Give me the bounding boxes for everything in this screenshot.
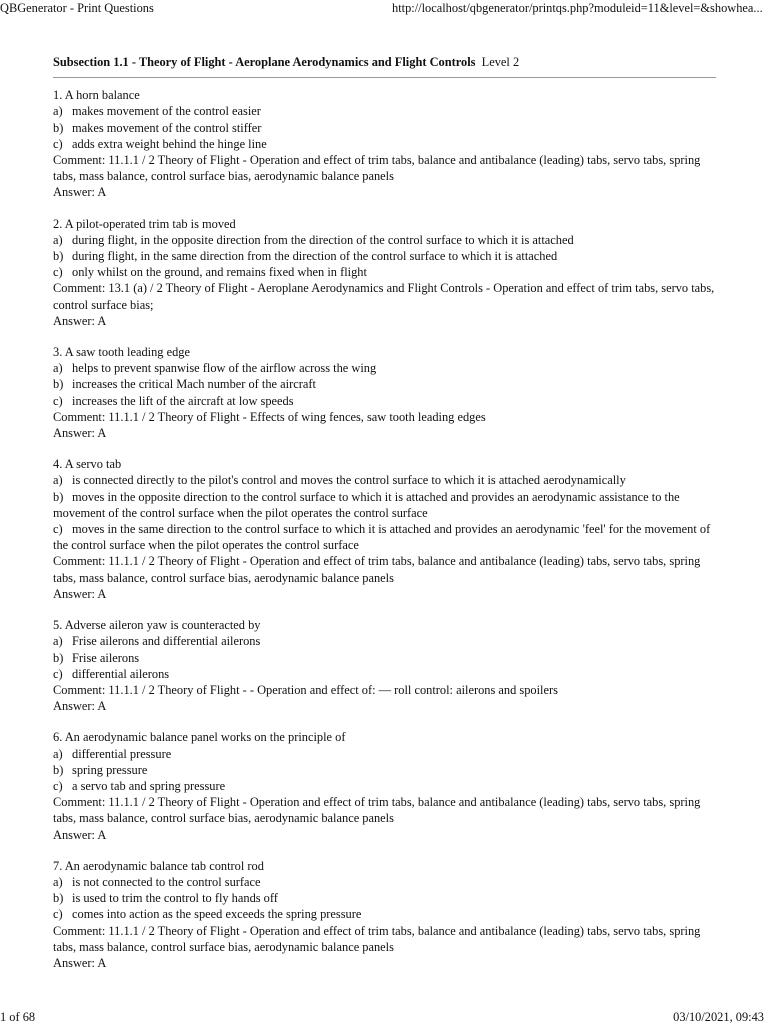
print-datetime: 03/10/2021, 09:43	[673, 1010, 764, 1024]
option-letter: b)	[53, 762, 64, 777]
question-block	[53, 216, 716, 329]
option-text: helps to prevent spanwise flow of the airflow across the wing	[72, 361, 377, 376]
question-block	[53, 344, 716, 441]
question-comment: Comment: 11.1.1 / 2 Theory of Flight - Operation and effect of trim tabs, balance and antibalance (leading) tabs, servo tabs, spring tabs, mass balance, control surface bias, aerodynamic balance panels	[53, 554, 701, 585]
question-block	[53, 858, 716, 971]
subsection-heading	[53, 54, 716, 70]
question-list	[53, 87, 716, 971]
option-letter: c)	[53, 907, 63, 922]
answer-option	[53, 103, 716, 119]
question-answer: Answer: A	[53, 586, 107, 601]
answer-option	[53, 778, 716, 794]
question-text: 5. Adverse aileron yaw is counteracted by	[53, 618, 261, 633]
option-text: comes into action as the speed exceeds the spring pressure	[72, 907, 362, 922]
subsection-level: Level 2	[481, 55, 520, 69]
answer-option	[53, 521, 716, 553]
option-text: is not connected to the control surface	[72, 874, 261, 889]
answer-option	[53, 232, 716, 248]
question-sheet	[53, 54, 716, 986]
option-text: adds extra weight behind the hinge line	[72, 136, 267, 151]
answer-option	[53, 360, 716, 376]
answer-option	[53, 666, 716, 682]
question-block	[53, 456, 716, 602]
option-text: Frise ailerons and differential ailerons	[72, 634, 261, 649]
question-comment: Comment: 11.1.1 / 2 Theory of Flight - - Operation and effect of: — roll control: ailerons and spoilers	[53, 682, 558, 697]
option-text: Frise ailerons	[72, 650, 140, 665]
option-letter: a)	[53, 634, 63, 649]
option-text: makes movement of the control stiffer	[72, 120, 262, 135]
page-number: 1 of 68	[0, 1010, 36, 1024]
print-header-title: QBGenerator - Print Questions	[0, 1, 154, 15]
option-text: increases the lift of the aircraft at low speeds	[72, 393, 294, 408]
answer-option	[53, 248, 716, 264]
question-comment: Comment: 13.1 (a) / 2 Theory of Flight - Aeroplane Aerodynamics and Flight Controls - Operation and effect of trim tabs, servo tabs, control surface bias;	[53, 281, 715, 312]
question-text: 2. A pilot-operated trim tab is moved	[53, 216, 236, 231]
answer-option	[53, 650, 716, 666]
answer-option	[53, 264, 716, 280]
option-text: during flight, in the opposite direction from the direction of the control surface to which it is attached	[72, 232, 574, 247]
option-text: makes movement of the control easier	[72, 104, 261, 119]
option-letter: b)	[53, 120, 64, 135]
question-text: 7. An aerodynamic balance tab control rod	[53, 858, 264, 873]
answer-option	[53, 472, 716, 488]
option-letter: b)	[53, 489, 64, 504]
question-comment: Comment: 11.1.1 / 2 Theory of Flight - Operation and effect of trim tabs, balance and antibalance (leading) tabs, servo tabs, spring tabs, mass balance, control surface bias, aerodynamic balance panels	[53, 923, 701, 954]
question-answer: Answer: A	[53, 827, 107, 842]
question-answer: Answer: A	[53, 955, 107, 970]
question-answer: Answer: A	[53, 313, 107, 328]
question-block	[53, 87, 716, 200]
answer-option	[53, 120, 716, 136]
option-letter: b)	[53, 891, 64, 906]
answer-option	[53, 489, 716, 521]
option-text: is used to trim the control to fly hands off	[72, 891, 278, 906]
option-letter: a)	[53, 874, 63, 889]
answer-option	[53, 633, 716, 649]
answer-option	[53, 874, 716, 890]
answer-option	[53, 746, 716, 762]
option-letter: a)	[53, 232, 63, 247]
option-letter: a)	[53, 104, 63, 119]
option-letter: b)	[53, 377, 64, 392]
question-answer: Answer: A	[53, 426, 107, 441]
option-letter: c)	[53, 136, 63, 151]
option-letter: a)	[53, 746, 63, 761]
option-letter: c)	[53, 265, 63, 280]
answer-option	[53, 136, 716, 152]
print-header-url: http://localhost/qbgenerator/printqs.php?moduleid=11&level=&showhea...	[392, 1, 763, 15]
option-letter: b)	[53, 249, 64, 264]
subsection-title: Subsection 1.1 - Theory of Flight - Aeroplane Aerodynamics and Flight Controls	[53, 55, 476, 69]
question-block	[53, 617, 716, 714]
answer-option	[53, 376, 716, 392]
option-letter: a)	[53, 361, 63, 376]
option-letter: b)	[53, 650, 64, 665]
answer-option	[53, 906, 716, 922]
option-text: increases the critical Mach number of the aircraft	[72, 377, 316, 392]
question-comment: Comment: 11.1.1 / 2 Theory of Flight - Effects of wing fences, saw tooth leading edges	[53, 409, 486, 424]
question-answer: Answer: A	[53, 185, 107, 200]
answer-option	[53, 393, 716, 409]
option-text: moves in the same direction to the control surface to which it is attached and provides an aerodynamic 'feel' for the movement of the control surface when the pilot operates the control surface	[53, 522, 711, 553]
option-letter: c)	[53, 778, 63, 793]
question-text: 3. A saw tooth leading edge	[53, 345, 190, 360]
option-letter: c)	[53, 393, 63, 408]
question-text: 4. A servo tab	[53, 457, 122, 472]
option-letter: a)	[53, 473, 63, 488]
question-comment: Comment: 11.1.1 / 2 Theory of Flight - Operation and effect of trim tabs, balance and antibalance (leading) tabs, servo tabs, spring tabs, mass balance, control surface bias, aerodynamic balance panels	[53, 153, 701, 184]
answer-option	[53, 762, 716, 778]
question-text: 1. A horn balance	[53, 88, 140, 103]
question-text: 6. An aerodynamic balance panel works on the principle of	[53, 730, 346, 745]
option-text: during flight, in the same direction from the direction of the control surface to which it is attached	[72, 249, 558, 264]
question-answer: Answer: A	[53, 699, 107, 714]
question-block	[53, 729, 716, 842]
option-text: a servo tab and spring pressure	[72, 778, 226, 793]
option-text: moves in the opposite direction to the control surface to which it is attached and provides an aerodynamic assistance to the movement of the control surface when the pilot operates the control surface	[53, 489, 680, 520]
question-comment: Comment: 11.1.1 / 2 Theory of Flight - Operation and effect of trim tabs, balance and antibalance (leading) tabs, servo tabs, spring tabs, mass balance, control surface bias, aerodynamic balance panels	[53, 795, 701, 826]
option-letter: c)	[53, 522, 63, 537]
option-text: is connected directly to the pilot's control and moves the control surface to which it is attached aerodynamically	[72, 473, 626, 488]
option-text: only whilst on the ground, and remains fixed when in flight	[72, 265, 367, 280]
answer-option	[53, 890, 716, 906]
option-text: differential ailerons	[72, 666, 170, 681]
option-letter: c)	[53, 666, 63, 681]
option-text: spring pressure	[72, 762, 148, 777]
option-text: differential pressure	[72, 746, 172, 761]
heading-divider	[53, 77, 716, 78]
